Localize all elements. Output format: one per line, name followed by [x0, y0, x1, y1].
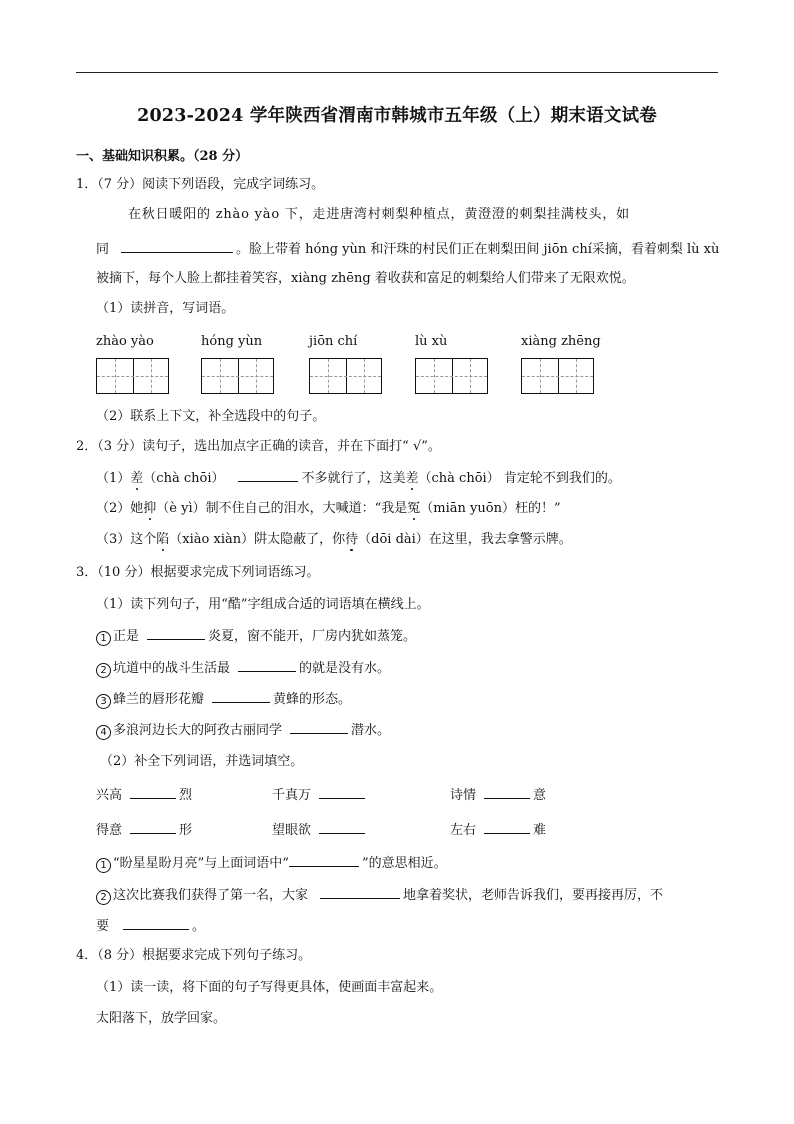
word-3: 诗情 意 — [450, 788, 547, 803]
q4-sentence: 太阳落下，放学回家。 — [96, 1011, 227, 1026]
q2-sentence-1: （1）差（chà chōi） 不多就行了，这美差（chà chōi） 肯定轮不到我们的。 — [96, 471, 621, 486]
pinyin-label-3: jiōn chí — [309, 334, 358, 349]
writing-grid-4[interactable] — [415, 358, 488, 394]
q3-fill-blank-2[interactable] — [320, 886, 400, 899]
q1-para-line3: 被摘下，每个人脸上都挂着笑容，xiàng zhēng 着收获和富足的刺梨给人们带来了无限欢悦。 — [96, 271, 635, 286]
q3-blank-3[interactable] — [212, 690, 270, 703]
q1-sub1: （1）读拼音，写词语。 — [96, 301, 235, 316]
word-6: 左右 难 — [450, 823, 547, 838]
word-4: 得意 形 — [96, 823, 193, 838]
writing-grid-1[interactable] — [96, 358, 169, 394]
q2-sentence-2: （2）她抑（è yì）制不住自己的泪水，大喊道：“我是冤（miān yuōn）枉的！” — [96, 501, 561, 516]
word-3-blank[interactable] — [484, 786, 530, 799]
q3-fill-3: 要 。 — [96, 919, 206, 934]
q1-fill-blank[interactable] — [121, 240, 233, 253]
q3-fill-blank-1[interactable] — [289, 854, 359, 867]
q4-stem: 4．（8 分）根据要求完成下列句子练习。 — [76, 948, 312, 963]
word-6-blank[interactable] — [484, 821, 530, 834]
word-5-blank[interactable] — [319, 821, 365, 834]
q3-item-4: 4 多浪河边长大的阿孜古丽同学 潜水。 — [96, 721, 390, 740]
pinyin-label-2: hóng yùn — [201, 334, 263, 349]
word-1-blank[interactable] — [130, 786, 176, 799]
word-5: 望眼欲 — [272, 821, 368, 840]
top-rule — [76, 72, 718, 73]
q3-item-2: 2 坑道中的战斗生活最 的就是没有水。 — [96, 659, 390, 678]
circled-number-3: 3 — [96, 694, 111, 709]
word-1: 兴高 烈 — [96, 788, 193, 803]
q2-fill-blank[interactable] — [238, 469, 298, 482]
q3-sub1: （1）读下列句子，用“酷”字组成合适的词语填在横线上。 — [96, 597, 430, 612]
q4-sub1: （1）读一读，将下面的句子写得更具体，使画面丰富起来。 — [96, 980, 443, 995]
pinyin-label-1: zhào yào — [96, 334, 154, 349]
circled-number-1: 1 — [96, 631, 111, 646]
q2-sentence-3: （3）这个陷（xiào xiàn）阱太隐蔽了，你待（dōi dài）在这里，我去拿警示牌。 — [96, 532, 572, 547]
circled-number-2: 2 — [96, 663, 111, 678]
q3-item-1: 1 正是 炎夏，窗不能开，厂房内犹如蒸笼。 — [96, 627, 416, 646]
q3-fill-1: 1 “盼星星盼月亮”与上面词语中“ ”的意思相近。 — [96, 854, 447, 873]
q3-stem: 3．（10 分）根据要求完成下列词语练习。 — [76, 565, 320, 580]
q3-sub2: （2）补全下列词语，并选词填空。 — [100, 754, 304, 769]
q3-blank-1[interactable] — [147, 627, 205, 640]
q1-sub2: （2）联系上下文，补全选段中的句子。 — [96, 409, 326, 424]
section-heading: 一、基础知识积累。（28 分） — [76, 149, 249, 164]
circled-number-4: 4 — [96, 725, 111, 740]
q1-para-line1: 在秋日暖阳的 zhào yào 下，走进唐湾村刺梨种植点，黄澄澄的刺梨挂满枝头，如 — [128, 207, 630, 222]
writing-grid-3[interactable] — [309, 358, 382, 394]
q1-stem: 1．（7 分）阅读下列语段，完成字词练习。 — [76, 177, 325, 192]
word-4-blank[interactable] — [130, 821, 176, 834]
pinyin-label-5: xiàng zhēng — [521, 334, 601, 349]
q3-blank-2[interactable] — [238, 659, 296, 672]
q3-fill-2: 2 这次比赛我们获得了第一名，大家 地拿着奖状，老师告诉我们，要再接再厉，不 — [96, 886, 663, 905]
circled-number-2b: 2 — [96, 890, 111, 905]
q1-para-line2: 同 。脸上带着 hóng yùn 和汗珠的村民们正在刺梨田间 jiōn chí采摘，看着刺梨 lù xù — [96, 242, 720, 257]
pinyin-label-4: lù xù — [415, 334, 448, 349]
writing-grid-2[interactable] — [201, 358, 274, 394]
page-title: 2023-2024 学年陕西省渭南市韩城市五年级（上）期末语文试卷 — [137, 106, 657, 126]
circled-number-1b: 1 — [96, 858, 111, 873]
writing-grid-5[interactable] — [521, 358, 594, 394]
word-2: 千真万 — [272, 786, 368, 805]
q3-item-3: 3 蜂兰的唇形花瓣 黄蜂的形态。 — [96, 690, 351, 709]
word-2-blank[interactable] — [319, 786, 365, 799]
q2-stem: 2．（3 分）读句子，选出加点字正确的读音，并在下面打“ √”。 — [76, 439, 441, 454]
q3-fill-blank-3[interactable] — [123, 917, 189, 930]
q3-blank-4[interactable] — [290, 721, 348, 734]
